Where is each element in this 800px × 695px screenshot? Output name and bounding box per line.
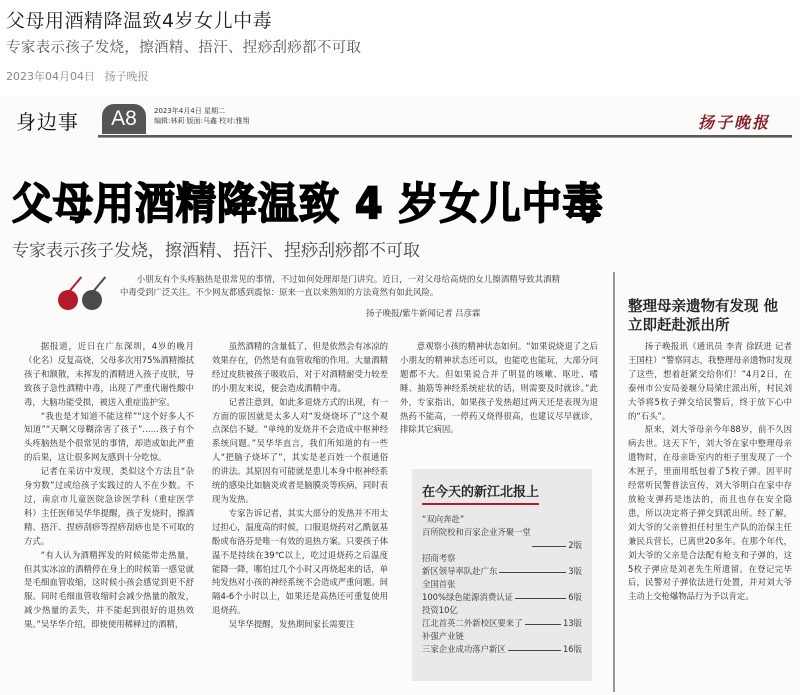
article-meta	[6, 68, 149, 84]
article-source: 扬子晚报	[104, 70, 149, 83]
index-item	[422, 630, 582, 656]
paragraph: 记者在采访中发现，类似这个方法且“杂身穷数”过或给孩子实践过的人不在少数。不过，南京市儿童医院急诊医学科（重症医学科）主任医师吴华华提醒，孩子发烧时，擦酒精、捂汗、捏痧刮痧等捏痧刮痧也是不可取的方式。	[24, 466, 194, 546]
lead-byline: 扬子晚报/紫牛新闻记者 吕彦霖	[360, 307, 480, 319]
index-item-page: 3版	[568, 566, 582, 576]
article-column-2	[212, 340, 388, 680]
article-column-1	[24, 340, 194, 680]
article-subtitle: 专家表示孩子发烧，擦酒精、捂汗、捏痧刮痧都不可取	[6, 40, 362, 56]
page-number-tab: A8	[102, 104, 146, 134]
index-item	[422, 604, 582, 630]
article-date: 2023年04月04日	[6, 70, 95, 83]
paragraph: “有人认为酒精挥发的时候能带走热量，但其实冰凉的酒精停在身上的时候第一感觉就是毛细血管收缩，这时候小孩会感觉到更不舒服。同时毛细血管收缩时会减少热量的散发，减少热量的丢失，并不能起到很好的退热效果。”吴华华介绍，即使使用稀释过的酒精，	[24, 549, 194, 630]
page-info-editors: 编辑:林莉 版面:马鑫 校对:雅翔	[154, 117, 250, 125]
paragraph: 意观察小孩的精神状态如何。“如果说烧退了之后小朋友的精神状态还可以，也能吃也能玩，大部分问题都不大。但如果说合并了明显的咳嗽、呕吐、嗜睡、抽筋等神经系统症状的话，则需要及时就诊。”此外，专家指出，如果孩子发热超过两天还是表现为退热药不能高，一停药又烧得很高，也建议尽早就诊，排除其它病因。	[400, 341, 598, 435]
side-article-title: 整理母亲遗物有发现 他立即赶赴派出所	[628, 299, 779, 334]
paragraph: “我也是才知道不能这样”“这个好多人不知道”“天啊父母糊涂害了孩子”……孩子有个头疼脑热是个很常见的事情，却造成如此严重的后果，这让很多网友感到十分吃惊。	[24, 410, 194, 463]
side-article-body	[628, 340, 792, 680]
index-item-kicker: 全国首张	[422, 579, 456, 589]
header-rule	[98, 135, 792, 138]
index-item-page: 6版	[568, 592, 582, 602]
paragraph: 专家告诉记者，其实大部分的发热并不用太过担心，温度高的时候，口服退烧药对乙酰氨基酚或布洛芬是唯一有效的退热方案。只要孩子体温不是持续在39℃以上，吃过退烧药之后温度能降一降，哪怕过几个小时又再烧起来的话，单纯发热对小孩的神经系统不会造成严重问题。间隔4-6个小时以上，如果还是高热还可重复使用退烧药。	[212, 507, 388, 616]
page-info-date: 2023年4月4日 星期二	[154, 107, 225, 115]
page-info	[154, 106, 250, 126]
index-box	[412, 469, 592, 681]
newspaper-page-image	[0, 96, 800, 695]
index-item-text: 新区领导率队赴广东	[422, 566, 498, 576]
index-item-page: 13版	[562, 618, 582, 628]
index-item-text: 百所院校和百家企业齐聚一堂	[422, 527, 531, 537]
paragraph: 据报道，近日在广东深圳，4岁的晚月（化名）反复高烧，父母多次用75%酒精擦拭孩子和额散，未挥发的酒精进入孩子皮肤，导致孩子急性酒精中毒，出现了严重代谢性酸中毒，大脑功能受损，被送入重症监护室。	[24, 341, 194, 407]
quote-mark-icon	[58, 272, 108, 312]
column-divider	[613, 272, 615, 692]
index-item	[422, 578, 582, 604]
section-name: 身边事	[16, 110, 79, 134]
index-item-kicker: 招商考察	[422, 553, 456, 563]
index-item-text: 江北首英二外新校区要来了	[422, 618, 523, 628]
lead-paragraph: 小朋友有个头疼脑热是很常见的事情，不过如何处理却是门讲究。近日，一对父母给高烧的女儿擦酒精导致其酒精中毒受到广泛关注。不少网友都感到震惊：原来一直以来熟知的方法竟然有如此风险。	[120, 274, 560, 297]
index-box-title: 在今天的新江北报上	[422, 481, 539, 505]
index-item-kicker: “双向奔赴”	[422, 514, 465, 524]
article-column-3	[400, 340, 598, 468]
index-item-page: 16版	[562, 644, 582, 654]
paragraph: 吴华华提醒，发热期间家长需要注	[228, 619, 355, 630]
index-item-kicker: 投资10亿	[422, 605, 458, 615]
index-item-page: 2版	[568, 540, 582, 550]
paragraph: 记者注意到，如此多退烧方式的出现，有一方面的原因就是太多人对“发烧烧坏了”这个观点深信不疑。“单纯的发烧并不会造成中枢神经系统问题。”吴华华直言，我们所知道的有一些人“把脑子烧坏了”，其实是老百姓一个很通俗的讲法。其原因有可能就是患儿本身中枢神经系统的感染比如脑炎或者是脑膜炎等疾病，同时表现为发热。	[212, 396, 388, 504]
index-item	[422, 552, 582, 578]
index-item-text: 100%绿色能源消费认证	[422, 592, 513, 602]
paragraph: 虽然酒精的含量低了，但是依然会有冰凉的效果存在，仍然是有血管收缩的作用。大量酒精经过皮肤被孩子吸收后，对于对酒精耐受力较差的小朋友来说，便会造成酒精中毒。	[212, 341, 388, 393]
paragraph: 原来，刘大爷母亲今年88岁，前不久因病去世。这天下午，刘大爷在家中整理母亲遗物时，在母亲卧室内的柜子里发现了一个木匣子，里面用纸包着了5枚子弹。因平时经常听民警普法宣传，刘大爷明白在家中存放枪支弹药是违法的，而且也存在安全隐患，所以决定将子弹交到派出所。经了解，刘大爷的父亲曾担任村里生产队的治保主任兼民兵营长，已离世20多年。在那个年代，刘大爷的父亲是合法配有枪支和子弹的，这5枚子弹应是刘老先生所遗留。在登记完毕后，民警对子弹依法进行处置，并对刘大爷主动上交枪爆物品行为予以肯定。	[628, 424, 792, 602]
paragraph: 扬子晚报讯（通讯员 李青 徐跃进 记者 王国柱）“警察同志，我整理母亲遗物时发现了这些，想着赶紧交给你们！”4月2日，在泰州市公安局姜堰分局梁庄派出所，村民刘大爷将5枚子弹交给民警后，终于放下心中的“石头”。	[628, 341, 792, 421]
brand-logo: 扬子晚报	[697, 113, 770, 132]
index-item-kicker: 补强产业链	[422, 631, 464, 641]
index-item-text: 三家企业成功落户新区	[422, 644, 506, 654]
index-item	[422, 513, 582, 552]
newspaper-sub-headline: 专家表示孩子发烧，擦酒精、捂汗、捏痧刮痧都不可取	[12, 241, 420, 261]
article-title: 父母用酒精降温致4岁女儿中毒	[6, 10, 273, 32]
newspaper-headline: 父母用酒精降温致 4 岁女儿中毒	[12, 179, 604, 230]
